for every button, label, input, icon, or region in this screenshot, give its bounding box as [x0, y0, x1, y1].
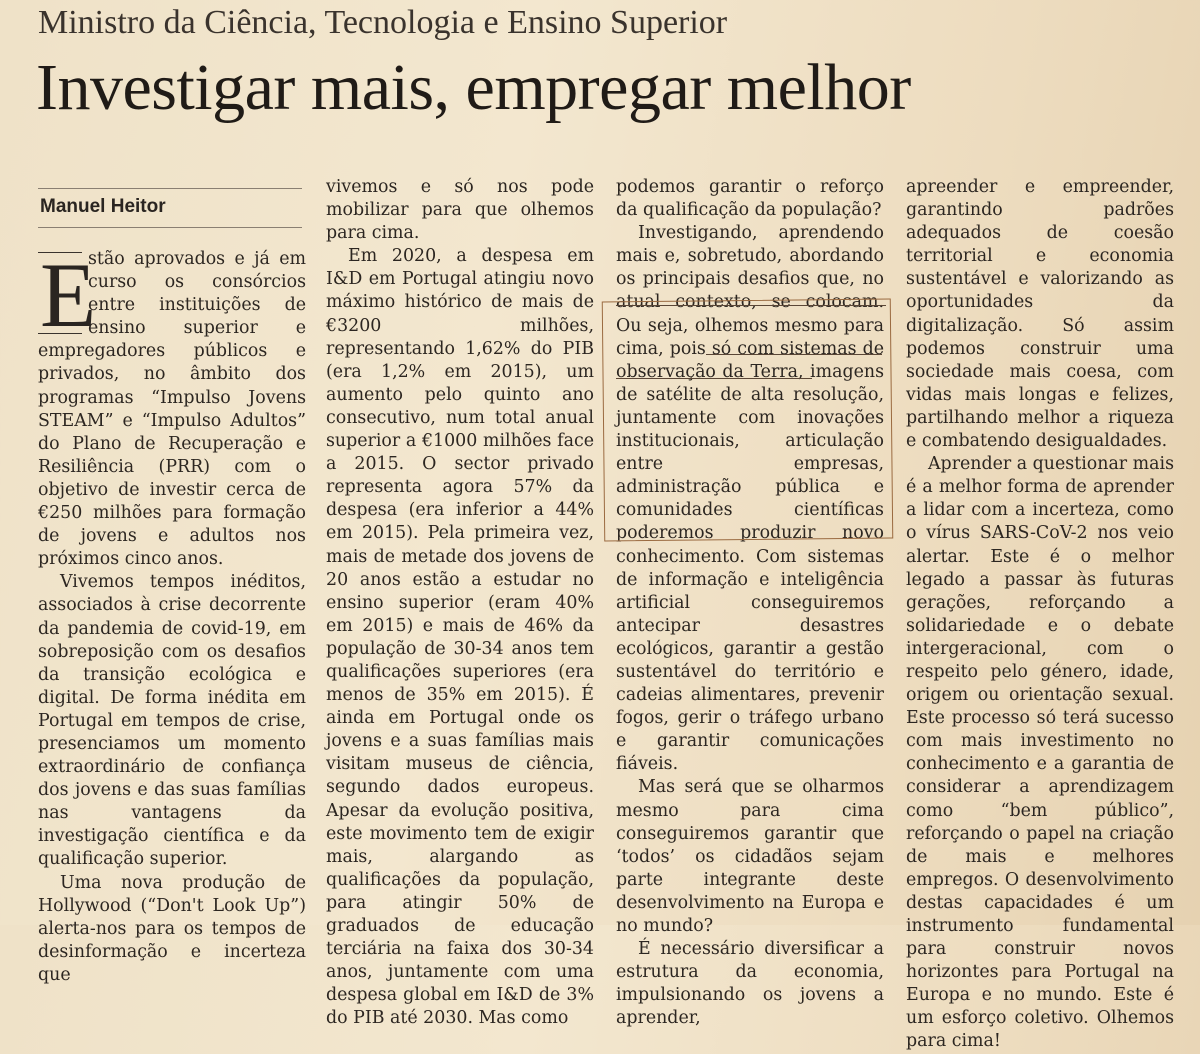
article-kicker: Ministro da Ciência, Tecnologia e Ensino Superior: [38, 4, 728, 41]
pen-underline: [616, 305, 886, 306]
byline-rule-top: [38, 188, 302, 189]
paragraph: vivemos e só nos pode mobilizar para que olhemos para cima.: [326, 177, 594, 244]
paragraph: É necessário diversificar a estrutura da economia, impulsionando os jovens a aprender,: [616, 939, 884, 1029]
paragraph: Vivemos tempos inéditos, associados à crise decorrente da pandemia de covid-19, em sobreposição com os desafios da transição ecológica e digital. De forma inédita em Portugal em tempos de crise, presenciamos um momento extraordinário de confiança dos jovens e das suas famílias nas vantagens da investigação científica e da qualificação superior.: [38, 572, 306, 870]
drop-cap: E: [40, 244, 97, 346]
paragraph: Mas será que se olharmos mesmo para cima conseguiremos garantir que ‘todos’ os cidadãos sejam parte integrante deste desenvolvimento na Europa e no mundo?: [616, 777, 884, 936]
column-1: [38, 244, 306, 987]
pen-underline: [706, 354, 882, 355]
paragraph: E stão aprovados e já em curso os consórcios entre instituições de ensino superior e empregadores públicos e privados, no âmbito dos programas “Impulso Jovens STEAM” e “Impulso Adultos” do Plano de Recuperação e Resiliência (PRR) com o objetivo de investir cerca de €250 milhões para formação de jovens e adultos nos próximos cinco anos.: [38, 244, 306, 570]
article-headline: Investigar mais, empregar melhor: [36, 51, 911, 124]
paragraph: Em 2020, a despesa em I&D em Portugal atingiu novo máximo histórico de mais de €3200 milhões, representando 1,62% do PIB (era 1,2% em 2015), um aumento pelo quinto ano consecutivo, num total anual superior a €1000 milhões face a 2015. O sector privado representa agora 57% da despesa (era inferior a 44% em 2015). Pela primeira vez, mais de metade dos jovens de 20 anos estão a estudar no ensino superior (eram 40% em 2015) e mais de 46% da população de 30-34 anos tem qualificações superiores (era menos de 35% em 2015). É ainda em Portugal onde os jovens e a suas famílias mais visitam museus de ciência, segundo dados europeus. Apesar da evolução positiva, este movimento tem de exigir mais, alargando as qualificações da população, para atingir 50% de graduados de educação terciária na faixa dos 30-34 anos, juntamente com uma despesa global em I&D de 3% do PIB até 2030. Mas como: [326, 246, 594, 1029]
paragraph: podemos garantir o reforço da qualificação da população?: [616, 177, 884, 221]
byline-rule-bottom: [38, 227, 302, 228]
pen-underline: [616, 378, 812, 379]
paragraph: Investigando, aprendendo mais e, sobretudo, abordando os principais desafios que, no atual contexto, se colocam. Ou seja, olhemos mesmo para cima, pois só com sistemas de observação da Terra, imagens de satélite de alta resolução, juntamente com inovações institucionais, articulação entre empresas, administração pública e comunidades científicas poderemos produzir novo conhecimento. Com sistemas de informação e inteligência artificial conseguiremos antecipar desastres ecológicos, garantir a gestão sustentável do território e cadeias alimentares, prevenir fogos, gerir o tráfego urbano e garantir comunicações fiáveis.: [616, 223, 884, 775]
byline: Manuel Heitor: [40, 196, 166, 217]
paragraph: Uma nova produção de Hollywood (“Don't Look Up”) alerta-nos para os tempos de desinformação e incerteza que: [38, 872, 306, 985]
column-2: [326, 176, 594, 1030]
pen-highlight-box: [602, 298, 893, 541]
paragraph: Aprender a questionar mais é a melhor forma de aprender a lidar com a incerteza, como o vírus SARS-CoV-2 nos veio alertar. Este é o melhor legado a passar às futuras gerações, reforçando a solidariedade e o debate intergeracional, com o respeito pelo género, idade, origem ou orientação sexual. Este processo só terá sucesso com mais investimento no conhecimento e a garantia de considerar a aprendizagem como “bem público”, reforçando o papel na criação de mais e melhores empregos. O desenvolvimento destas capacidades é um instrumento fundamental para construir novos horizontes para Portugal na Europa e no mundo. Este é um esforço coletivo. Olhemos para cima!: [906, 454, 1174, 1052]
column-4: [906, 176, 1174, 1054]
paragraph: apreender e empreender, garantindo padrões adequados de coesão territorial e economia sustentável e valorizando as oportunidades da digitalização. Só assim podemos construir uma sociedade mais coesa, com vidas mais longas e felizes, partilhando melhor a riqueza e combatendo desigualdades.: [906, 177, 1174, 452]
